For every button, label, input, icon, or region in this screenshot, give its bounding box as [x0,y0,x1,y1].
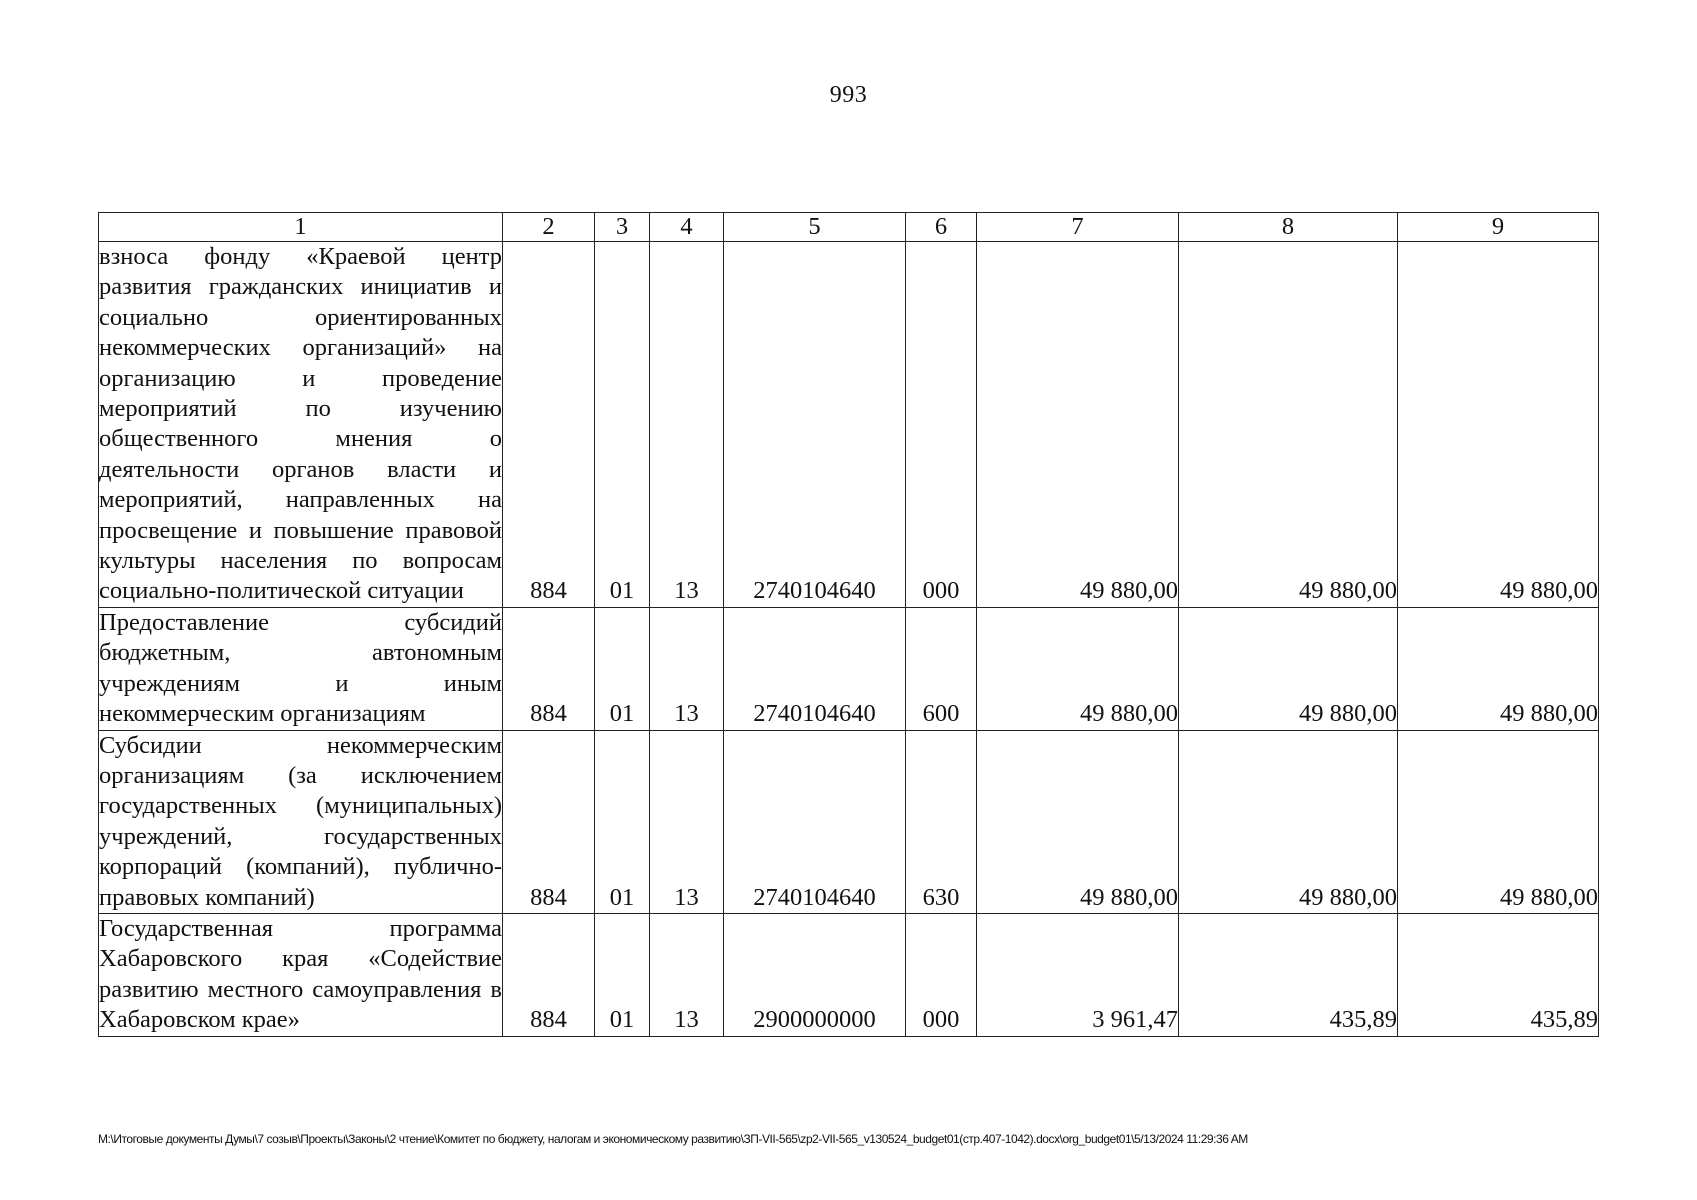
table-row [99,913,1599,1036]
row-col-5: 2740104640 [724,242,906,608]
footer-file-path: M:\Итоговые документы Думы\7 созыв\Проекты\Законы\2 чтение\Комитет по бюджету, налогам и экономическому развитию\ЗП-VII-565\zp2-VII-565_v130524_budget01(стр.407-1042).docx\org_budget01\5/13/2024 11:29:36 AM [98,1132,1248,1146]
row-description: Субсидии некоммерческим организациям (за исключением государственных (муниципальных) учреждений, государственных корпораций (компаний), публично-правовых компаний) [99,730,503,913]
row-col-3: 01 [595,913,650,1036]
row-col-4: 13 [650,607,724,730]
row-col-3: 01 [595,242,650,608]
row-col-5: 2900000000 [724,913,906,1036]
header-col-8: 8 [1179,213,1398,242]
table-row [99,607,1599,730]
row-col-6: 630 [906,730,977,913]
row-col-7: 49 880,00 [977,730,1179,913]
header-col-7: 7 [977,213,1179,242]
table-row [99,242,1599,608]
row-col-7: 49 880,00 [977,607,1179,730]
row-col-9: 49 880,00 [1398,730,1599,913]
row-col-8: 435,89 [1179,913,1398,1036]
header-col-3: 3 [595,213,650,242]
header-col-9: 9 [1398,213,1599,242]
row-col-3: 01 [595,607,650,730]
row-col-9: 49 880,00 [1398,607,1599,730]
row-description: Предоставление субсидий бюджетным, автономным учреждениям и иным некоммерческим организациям [99,607,503,730]
row-col-8: 49 880,00 [1179,607,1398,730]
header-col-6: 6 [906,213,977,242]
row-col-4: 13 [650,242,724,608]
header-col-5: 5 [724,213,906,242]
header-row [99,213,1599,242]
row-col-6: 600 [906,607,977,730]
row-col-4: 13 [650,913,724,1036]
row-col-8: 49 880,00 [1179,242,1398,608]
row-col-6: 000 [906,913,977,1036]
table-row [99,730,1599,913]
row-col-5: 2740104640 [724,730,906,913]
row-col-9: 49 880,00 [1398,242,1599,608]
row-col-3: 01 [595,730,650,913]
row-col-6: 000 [906,242,977,608]
header-col-2: 2 [503,213,595,242]
row-col-2: 884 [503,242,595,608]
row-description: взноса фонду «Краевой центр развития гражданских инициатив и социально ориентированных некоммерческих организаций» на организацию и проведение мероприятий по изучению общественного мнения о деятельности органов власти и мероприятий, направленных на просвещение и повышение правовой культуры населения по вопросам социально-политической ситуации [99,242,503,608]
page-number: 993 [829,82,868,108]
row-col-9: 435,89 [1398,913,1599,1036]
row-col-2: 884 [503,607,595,730]
row-col-8: 49 880,00 [1179,730,1398,913]
row-description: Государственная программа Хабаровского края «Содействие развитию местного самоуправления в Хабаровском крае» [99,913,503,1036]
row-col-2: 884 [503,730,595,913]
header-col-1: 1 [99,213,503,242]
row-col-7: 3 961,47 [977,913,1179,1036]
row-col-4: 13 [650,730,724,913]
row-col-7: 49 880,00 [977,242,1179,608]
budget-table [98,212,1599,1037]
header-col-4: 4 [650,213,724,242]
row-col-5: 2740104640 [724,607,906,730]
row-col-2: 884 [503,913,595,1036]
